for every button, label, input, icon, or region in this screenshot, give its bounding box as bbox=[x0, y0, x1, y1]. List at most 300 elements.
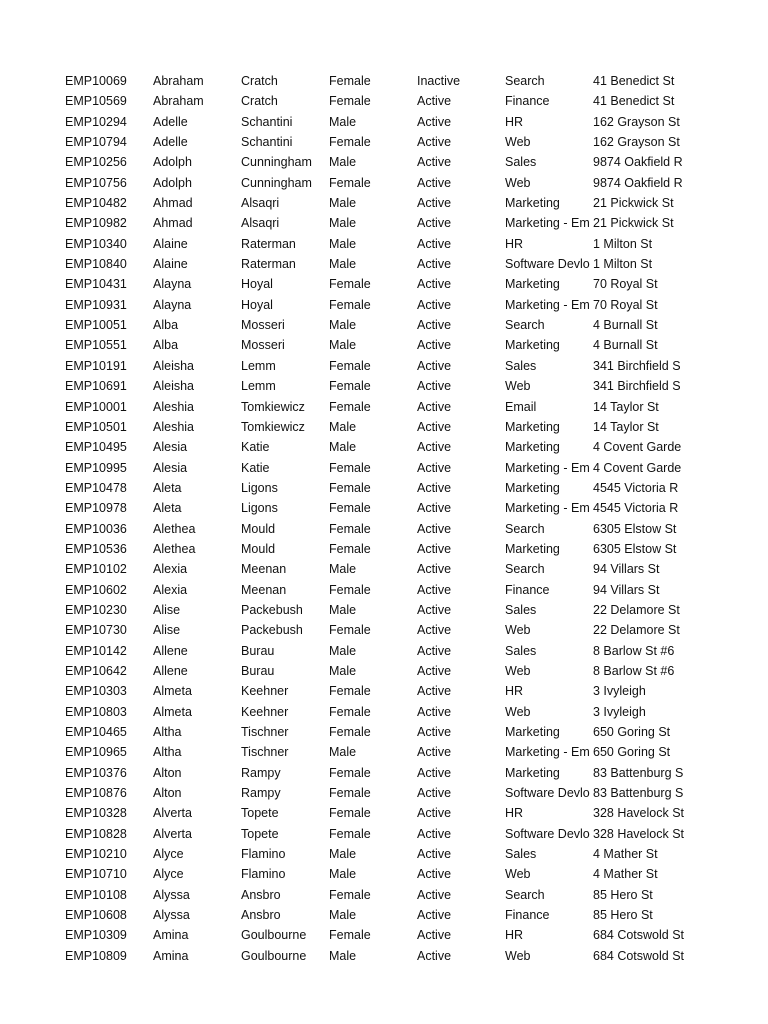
employee-id-cell: EMP10303 bbox=[65, 684, 127, 699]
first-name-cell: Alexia bbox=[153, 562, 188, 577]
last-name-cell: Ligons bbox=[241, 501, 278, 516]
address-cell: 341 Birchfield S bbox=[593, 379, 681, 394]
department-cell: Sales bbox=[505, 155, 537, 170]
status-cell: Active bbox=[417, 521, 452, 536]
last-name-cell: Katie bbox=[241, 440, 270, 455]
department-cell: Software Devlo bbox=[505, 786, 590, 801]
gender-cell: Female bbox=[329, 765, 371, 780]
status-cell: Active bbox=[417, 786, 452, 801]
first-name-cell: Adelle bbox=[153, 135, 188, 150]
employee-id-cell: EMP10978 bbox=[65, 501, 127, 516]
first-name-cell: Alaine bbox=[153, 236, 188, 251]
department-cell: Software Devlo bbox=[505, 257, 590, 272]
department-cell: Sales bbox=[505, 847, 537, 862]
status-cell: Active bbox=[417, 196, 452, 211]
status-cell: Active bbox=[417, 358, 452, 373]
status-cell: Active bbox=[417, 887, 452, 902]
last-name-cell: Katie bbox=[241, 460, 270, 475]
address-cell: 8 Barlow St #6 bbox=[593, 643, 675, 658]
last-name-cell: Ansbro bbox=[241, 887, 281, 902]
gender-cell: Female bbox=[329, 460, 371, 475]
employee-id-cell: EMP10340 bbox=[65, 236, 127, 251]
status-cell: Active bbox=[417, 643, 452, 658]
gender-cell: Female bbox=[329, 541, 371, 556]
first-name-cell: Alyssa bbox=[153, 887, 190, 902]
gender-cell: Female bbox=[329, 623, 371, 638]
status-cell: Active bbox=[417, 765, 452, 780]
address-cell: 684 Cotswold St bbox=[593, 948, 685, 963]
address-cell: 14 Taylor St bbox=[593, 399, 659, 414]
department-cell: Marketing - Em bbox=[505, 297, 590, 312]
address-cell: 21 Pickwick St bbox=[593, 196, 674, 211]
gender-cell: Female bbox=[329, 887, 371, 902]
employee-id-cell: EMP10102 bbox=[65, 562, 127, 577]
table-row bbox=[65, 152, 685, 172]
gender-cell: Male bbox=[329, 338, 357, 353]
table-row bbox=[65, 803, 685, 823]
last-name-cell: Tomkiewicz bbox=[241, 419, 305, 434]
department-cell: Marketing bbox=[505, 480, 560, 495]
table-row bbox=[65, 905, 685, 925]
last-name-cell: Tischner bbox=[241, 745, 289, 760]
last-name-cell: Cratch bbox=[241, 74, 278, 88]
last-name-cell: Raterman bbox=[241, 236, 296, 251]
status-cell: Active bbox=[417, 948, 452, 963]
table-row bbox=[65, 234, 685, 254]
department-cell: Marketing - Em bbox=[505, 501, 590, 516]
status-cell: Active bbox=[417, 847, 452, 862]
table-row bbox=[65, 397, 685, 417]
employee-id-cell: EMP10995 bbox=[65, 460, 127, 475]
gender-cell: Male bbox=[329, 867, 357, 882]
table-row bbox=[65, 193, 685, 213]
employee-id-cell: EMP10840 bbox=[65, 257, 127, 272]
department-cell: HR bbox=[505, 684, 524, 699]
status-cell: Active bbox=[417, 806, 452, 821]
gender-cell: Male bbox=[329, 155, 357, 170]
status-cell: Active bbox=[417, 297, 452, 312]
department-cell: Marketing bbox=[505, 541, 560, 556]
table-row bbox=[65, 946, 685, 966]
department-cell: Search bbox=[505, 562, 545, 577]
first-name-cell: Abraham bbox=[153, 74, 204, 88]
last-name-cell: Topete bbox=[241, 826, 279, 841]
department-cell: Web bbox=[505, 867, 531, 882]
employee-id-cell: EMP10108 bbox=[65, 887, 127, 902]
status-cell: Active bbox=[417, 602, 452, 617]
table-row bbox=[65, 783, 685, 803]
last-name-cell: Lemm bbox=[241, 358, 276, 373]
gender-cell: Male bbox=[329, 196, 357, 211]
employee-id-cell: EMP10536 bbox=[65, 541, 127, 556]
table-row bbox=[65, 417, 685, 437]
status-cell: Active bbox=[417, 155, 452, 170]
status-cell: Active bbox=[417, 623, 452, 638]
gender-cell: Male bbox=[329, 847, 357, 862]
last-name-cell: Ansbro bbox=[241, 908, 281, 923]
department-cell: Marketing - Em bbox=[505, 745, 590, 760]
last-name-cell: Cunningham bbox=[241, 155, 312, 170]
gender-cell: Male bbox=[329, 745, 357, 760]
employee-id-cell: EMP10328 bbox=[65, 806, 127, 821]
address-cell: 3 Ivyleigh bbox=[593, 684, 646, 699]
table-row bbox=[65, 274, 685, 294]
gender-cell: Female bbox=[329, 175, 371, 190]
department-cell: Web bbox=[505, 948, 531, 963]
employee-id-cell: EMP10051 bbox=[65, 318, 127, 333]
table-row bbox=[65, 864, 685, 884]
address-cell: 94 Villars St bbox=[593, 582, 660, 597]
table-row bbox=[65, 539, 685, 559]
last-name-cell: Flamino bbox=[241, 847, 286, 862]
address-cell: 162 Grayson St bbox=[593, 135, 680, 150]
employee-id-cell: EMP10602 bbox=[65, 582, 127, 597]
gender-cell: Female bbox=[329, 826, 371, 841]
first-name-cell: Alba bbox=[153, 318, 179, 333]
gender-cell: Female bbox=[329, 358, 371, 373]
last-name-cell: Packebush bbox=[241, 623, 303, 638]
address-cell: 9874 Oakfield R bbox=[593, 175, 683, 190]
last-name-cell: Burau bbox=[241, 663, 275, 678]
address-cell: 1 Milton St bbox=[593, 236, 653, 251]
gender-cell: Female bbox=[329, 277, 371, 292]
department-cell: HR bbox=[505, 236, 524, 251]
employee-id-cell: EMP10431 bbox=[65, 277, 127, 292]
employee-id-cell: EMP10501 bbox=[65, 419, 127, 434]
first-name-cell: Aleta bbox=[153, 501, 182, 516]
address-cell: 4 Burnall St bbox=[593, 318, 658, 333]
employee-id-cell: EMP10376 bbox=[65, 765, 127, 780]
table-row bbox=[65, 844, 685, 864]
last-name-cell: Goulbourne bbox=[241, 948, 307, 963]
address-cell: 70 Royal St bbox=[593, 297, 658, 312]
employee-id-cell: EMP10465 bbox=[65, 725, 127, 739]
last-name-cell: Flamino bbox=[241, 867, 286, 882]
first-name-cell: Alayna bbox=[153, 297, 192, 312]
first-name-cell: Altha bbox=[153, 745, 182, 760]
department-cell: Marketing bbox=[505, 277, 560, 292]
table-row bbox=[65, 315, 685, 335]
department-cell: HR bbox=[505, 114, 524, 129]
first-name-cell: Amina bbox=[153, 928, 189, 943]
address-cell: 684 Cotswold St bbox=[593, 928, 685, 943]
status-cell: Active bbox=[417, 236, 452, 251]
first-name-cell: Alesia bbox=[153, 440, 188, 455]
table-row bbox=[65, 295, 685, 315]
employee-id-cell: EMP10495 bbox=[65, 440, 127, 455]
table-row bbox=[65, 641, 685, 661]
department-cell: Marketing bbox=[505, 196, 560, 211]
status-cell: Active bbox=[417, 908, 452, 923]
last-name-cell: Mosseri bbox=[241, 338, 285, 353]
gender-cell: Female bbox=[329, 135, 371, 150]
employee-table bbox=[65, 71, 685, 966]
gender-cell: Male bbox=[329, 318, 357, 333]
status-cell: Active bbox=[417, 480, 452, 495]
address-cell: 4 Mather St bbox=[593, 867, 658, 882]
first-name-cell: Alise bbox=[153, 623, 181, 638]
first-name-cell: Alyssa bbox=[153, 908, 190, 923]
employee-id-cell: EMP10478 bbox=[65, 480, 127, 495]
first-name-cell: Aleisha bbox=[153, 358, 194, 373]
employee-id-cell: EMP10142 bbox=[65, 643, 127, 658]
first-name-cell: Altha bbox=[153, 725, 182, 739]
employee-id-cell: EMP10982 bbox=[65, 216, 127, 231]
table-row bbox=[65, 925, 685, 945]
table-row bbox=[65, 213, 685, 233]
employee-id-cell: EMP10569 bbox=[65, 94, 127, 109]
employee-id-cell: EMP10036 bbox=[65, 521, 127, 536]
first-name-cell: Alethea bbox=[153, 541, 196, 556]
status-cell: Active bbox=[417, 460, 452, 475]
first-name-cell: Allene bbox=[153, 643, 188, 658]
first-name-cell: Aleshia bbox=[153, 419, 194, 434]
gender-cell: Female bbox=[329, 399, 371, 414]
department-cell: Marketing - Em bbox=[505, 216, 590, 231]
address-cell: 83 Battenburg S bbox=[593, 786, 684, 801]
address-cell: 328 Havelock St bbox=[593, 806, 685, 821]
first-name-cell: Ahmad bbox=[153, 196, 193, 211]
employee-id-cell: EMP10794 bbox=[65, 135, 127, 150]
employee-id-cell: EMP10294 bbox=[65, 114, 127, 129]
gender-cell: Male bbox=[329, 114, 357, 129]
address-cell: 162 Grayson St bbox=[593, 114, 680, 129]
first-name-cell: Allene bbox=[153, 663, 188, 678]
status-cell: Active bbox=[417, 663, 452, 678]
last-name-cell: Alsaqri bbox=[241, 196, 280, 211]
table-row bbox=[65, 580, 685, 600]
gender-cell: Female bbox=[329, 297, 371, 312]
gender-cell: Female bbox=[329, 725, 371, 739]
address-cell: 85 Hero St bbox=[593, 887, 653, 902]
status-cell: Active bbox=[417, 745, 452, 760]
first-name-cell: Alton bbox=[153, 765, 182, 780]
employee-id-cell: EMP10710 bbox=[65, 867, 127, 882]
gender-cell: Female bbox=[329, 786, 371, 801]
employee-id-cell: EMP10803 bbox=[65, 704, 127, 719]
address-cell: 22 Delamore St bbox=[593, 623, 680, 638]
address-cell: 21 Pickwick St bbox=[593, 216, 674, 231]
department-cell: Search bbox=[505, 74, 545, 88]
status-cell: Active bbox=[417, 257, 452, 272]
employee-id-cell: EMP10069 bbox=[65, 74, 127, 88]
gender-cell: Male bbox=[329, 440, 357, 455]
address-cell: 4545 Victoria R bbox=[593, 501, 679, 516]
gender-cell: Female bbox=[329, 806, 371, 821]
address-cell: 4545 Victoria R bbox=[593, 480, 679, 495]
status-cell: Active bbox=[417, 684, 452, 699]
address-cell: 41 Benedict St bbox=[593, 74, 675, 88]
department-cell: Software Devlo bbox=[505, 826, 590, 841]
department-cell: Marketing bbox=[505, 440, 560, 455]
address-cell: 85 Hero St bbox=[593, 908, 653, 923]
department-cell: Search bbox=[505, 887, 545, 902]
gender-cell: Male bbox=[329, 643, 357, 658]
employee-id-cell: EMP10551 bbox=[65, 338, 127, 353]
department-cell: Email bbox=[505, 399, 537, 414]
address-cell: 341 Birchfield S bbox=[593, 358, 681, 373]
employee-id-cell: EMP10256 bbox=[65, 155, 127, 170]
status-cell: Active bbox=[417, 704, 452, 719]
department-cell: Web bbox=[505, 704, 531, 719]
last-name-cell: Lemm bbox=[241, 379, 276, 394]
first-name-cell: Alverta bbox=[153, 806, 192, 821]
gender-cell: Male bbox=[329, 948, 357, 963]
department-cell: Search bbox=[505, 521, 545, 536]
status-cell: Active bbox=[417, 175, 452, 190]
last-name-cell: Alsaqri bbox=[241, 216, 280, 231]
first-name-cell: Alyce bbox=[153, 867, 184, 882]
department-cell: Marketing bbox=[505, 725, 560, 739]
table-row bbox=[65, 600, 685, 620]
last-name-cell: Keehner bbox=[241, 704, 289, 719]
address-cell: 4 Mather St bbox=[593, 847, 658, 862]
table-row bbox=[65, 559, 685, 579]
table-row bbox=[65, 376, 685, 396]
table-row bbox=[65, 71, 685, 91]
address-cell: 650 Goring St bbox=[593, 725, 671, 739]
gender-cell: Female bbox=[329, 94, 371, 109]
department-cell: Sales bbox=[505, 643, 537, 658]
department-cell: Finance bbox=[505, 94, 550, 109]
first-name-cell: Abraham bbox=[153, 94, 204, 109]
last-name-cell: Hoyal bbox=[241, 297, 273, 312]
department-cell: Finance bbox=[505, 908, 550, 923]
first-name-cell: Adolph bbox=[153, 155, 192, 170]
first-name-cell: Ahmad bbox=[153, 216, 193, 231]
last-name-cell: Mould bbox=[241, 541, 276, 556]
gender-cell: Female bbox=[329, 74, 371, 88]
gender-cell: Female bbox=[329, 684, 371, 699]
address-cell: 22 Delamore St bbox=[593, 602, 680, 617]
table-row bbox=[65, 661, 685, 681]
department-cell: Web bbox=[505, 663, 531, 678]
last-name-cell: Hoyal bbox=[241, 277, 273, 292]
table-row bbox=[65, 885, 685, 905]
status-cell: Active bbox=[417, 562, 452, 577]
gender-cell: Female bbox=[329, 501, 371, 516]
status-cell: Active bbox=[417, 867, 452, 882]
department-cell: Finance bbox=[505, 582, 550, 597]
status-cell: Active bbox=[417, 338, 452, 353]
department-cell: Marketing bbox=[505, 765, 560, 780]
employee-id-cell: EMP10309 bbox=[65, 928, 127, 943]
department-cell: Web bbox=[505, 135, 531, 150]
last-name-cell: Rampy bbox=[241, 765, 281, 780]
table-row bbox=[65, 173, 685, 193]
table-row bbox=[65, 335, 685, 355]
first-name-cell: Alise bbox=[153, 602, 181, 617]
gender-cell: Male bbox=[329, 236, 357, 251]
gender-cell: Female bbox=[329, 582, 371, 597]
address-cell: 3 Ivyleigh bbox=[593, 704, 646, 719]
status-cell: Inactive bbox=[417, 74, 461, 88]
first-name-cell: Alesia bbox=[153, 460, 188, 475]
employee-id-cell: EMP10809 bbox=[65, 948, 127, 963]
status-cell: Active bbox=[417, 541, 452, 556]
first-name-cell: Alaine bbox=[153, 257, 188, 272]
address-cell: 70 Royal St bbox=[593, 277, 658, 292]
employee-id-cell: EMP10691 bbox=[65, 379, 127, 394]
department-cell: Marketing bbox=[505, 419, 560, 434]
status-cell: Active bbox=[417, 114, 452, 129]
department-cell: Marketing bbox=[505, 338, 560, 353]
first-name-cell: Alverta bbox=[153, 826, 192, 841]
table-row bbox=[65, 722, 685, 742]
gender-cell: Female bbox=[329, 379, 371, 394]
table-row bbox=[65, 356, 685, 376]
employee-id-cell: EMP10482 bbox=[65, 196, 127, 211]
first-name-cell: Alethea bbox=[153, 521, 196, 536]
gender-cell: Male bbox=[329, 419, 357, 434]
department-cell: Search bbox=[505, 318, 545, 333]
last-name-cell: Mould bbox=[241, 521, 276, 536]
status-cell: Active bbox=[417, 379, 452, 394]
first-name-cell: Alton bbox=[153, 786, 182, 801]
last-name-cell: Burau bbox=[241, 643, 275, 658]
department-cell: Sales bbox=[505, 602, 537, 617]
address-cell: 6305 Elstow St bbox=[593, 521, 677, 536]
table-row bbox=[65, 112, 685, 132]
last-name-cell: Tomkiewicz bbox=[241, 399, 305, 414]
status-cell: Active bbox=[417, 277, 452, 292]
status-cell: Active bbox=[417, 725, 452, 739]
department-cell: Web bbox=[505, 175, 531, 190]
gender-cell: Female bbox=[329, 480, 371, 495]
address-cell: 9874 Oakfield R bbox=[593, 155, 683, 170]
department-cell: Web bbox=[505, 379, 531, 394]
table-row bbox=[65, 437, 685, 457]
employee-id-cell: EMP10965 bbox=[65, 745, 127, 760]
gender-cell: Female bbox=[329, 521, 371, 536]
status-cell: Active bbox=[417, 399, 452, 414]
first-name-cell: Aleshia bbox=[153, 399, 194, 414]
table-row bbox=[65, 742, 685, 762]
department-cell: HR bbox=[505, 928, 524, 943]
last-name-cell: Ligons bbox=[241, 480, 278, 495]
employee-id-cell: EMP10642 bbox=[65, 663, 127, 678]
table-row bbox=[65, 132, 685, 152]
table-row bbox=[65, 478, 685, 498]
first-name-cell: Aleta bbox=[153, 480, 182, 495]
first-name-cell: Adelle bbox=[153, 114, 188, 129]
employee-id-cell: EMP10191 bbox=[65, 358, 127, 373]
address-cell: 4 Covent Garde bbox=[593, 460, 682, 475]
address-cell: 6305 Elstow St bbox=[593, 541, 677, 556]
first-name-cell: Adolph bbox=[153, 175, 192, 190]
address-cell: 4 Covent Garde bbox=[593, 440, 682, 455]
status-cell: Active bbox=[417, 216, 452, 231]
department-cell: HR bbox=[505, 806, 524, 821]
table-row bbox=[65, 763, 685, 783]
employee-id-cell: EMP10001 bbox=[65, 399, 127, 414]
status-cell: Active bbox=[417, 419, 452, 434]
last-name-cell: Mosseri bbox=[241, 318, 285, 333]
table-row bbox=[65, 702, 685, 722]
last-name-cell: Schantini bbox=[241, 135, 293, 150]
employee-id-cell: EMP10828 bbox=[65, 826, 127, 841]
address-cell: 650 Goring St bbox=[593, 745, 671, 760]
employee-id-cell: EMP10730 bbox=[65, 623, 127, 638]
address-cell: 83 Battenburg S bbox=[593, 765, 684, 780]
status-cell: Active bbox=[417, 501, 452, 516]
last-name-cell: Packebush bbox=[241, 602, 303, 617]
last-name-cell: Meenan bbox=[241, 582, 287, 597]
employee-id-cell: EMP10756 bbox=[65, 175, 127, 190]
last-name-cell: Schantini bbox=[241, 114, 293, 129]
address-cell: 4 Burnall St bbox=[593, 338, 658, 353]
address-cell: 94 Villars St bbox=[593, 562, 660, 577]
